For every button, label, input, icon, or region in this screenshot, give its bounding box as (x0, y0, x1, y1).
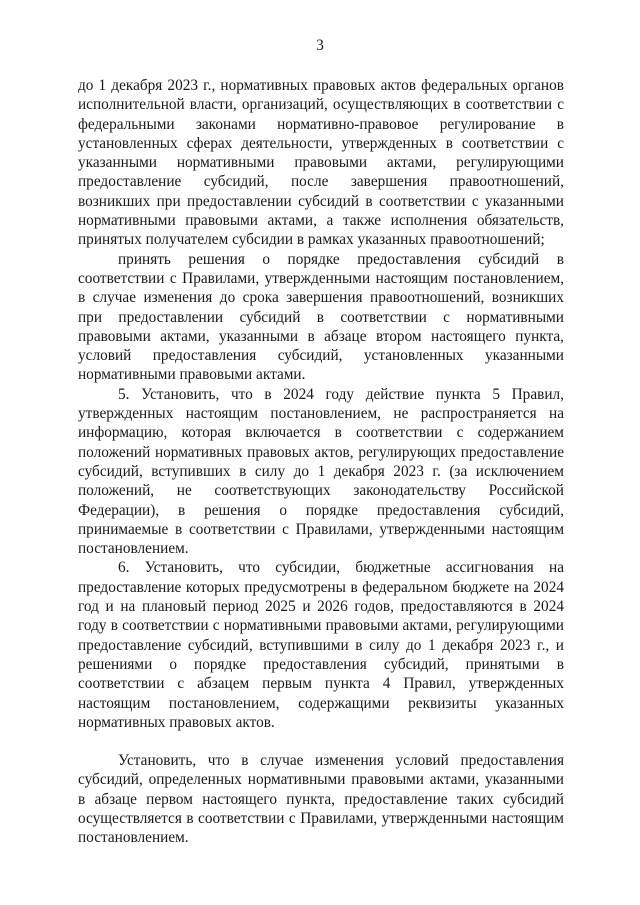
paragraph-continuation: до 1 декабря 2023 г., нормативных правовых актов федеральных органов исполнительной власти, организаций, осуществляющих в соответствии с федеральными законами нормативно-правовое регулирование в установленных сферах деятельности, утвержденных в соответствии с указанными нормативными правовыми актами, регулирующими предоставление субсидий, после завершения правоотношений, возникших при предоставлении субсидий в соответствии с указанными нормативными правовыми актами, а также исполнения обязательств, принятых получателем субсидии в рамках указанных правоотношений; (78, 77, 564, 249)
page-number: 3 (316, 37, 324, 54)
paragraph-adopt-decisions: принять решения о порядке предоставления субсидий в соответствии с Правилами, утвержденными настоящим постановлением, в случае изменения до срока завершения правоотношений, возникших при предоставлении субсидий в соответствии с нормативными правовыми актами, указанными в абзаце втором настоящего пункта, условий предоставления субсидий, установленных указанными нормативными правовыми актами. (78, 250, 564, 384)
paragraph-item-6: 6. Установить, что субсидии, бюджетные ассигнования на предоставление которых предусмотрены в федеральном бюджете на 2024 год и на плановый период 2025 и 2026 годов, предоставляются в 2024 году в соответствии с нормативными правовыми актами, регулирующими предоставление субсидий, вступившими в силу до 1 декабря 2023 г., и решениями о порядке предоставления субсидий, принятыми в соответствии с абзацем первым пункта 4 Правил, утвержденных настоящим постановлением, содержащими реквизиты указанных нормативных правовых актов. (78, 559, 564, 731)
paragraph-item-5: 5. Установить, что в 2024 году действие пункта 5 Правил, утвержденных настоящим постановлением, не распространяется на информацию, которая включается в соответствии с содержанием положений нормативных правовых актов, регулирующих предоставление субсидий, вступивших в силу до 1 декабря 2023 г. (за исключением положений, не соответствующих законодательству Российской Федерации), в решения о порядке предоставления субсидий, принимаемые в соответствии с Правилами, утвержденными настоящим постановлением. (78, 385, 564, 558)
paragraph-item-6-second: Установить, что в случае изменения условий предоставления субсидий, определенных нормативными правовыми актами, указанными в абзаце первом настоящего пункта, предоставление таких субсидий осуществляется в соответствии с Правилами, утвержденными настоящим постановлением. (78, 752, 564, 847)
document-body (78, 76, 564, 848)
